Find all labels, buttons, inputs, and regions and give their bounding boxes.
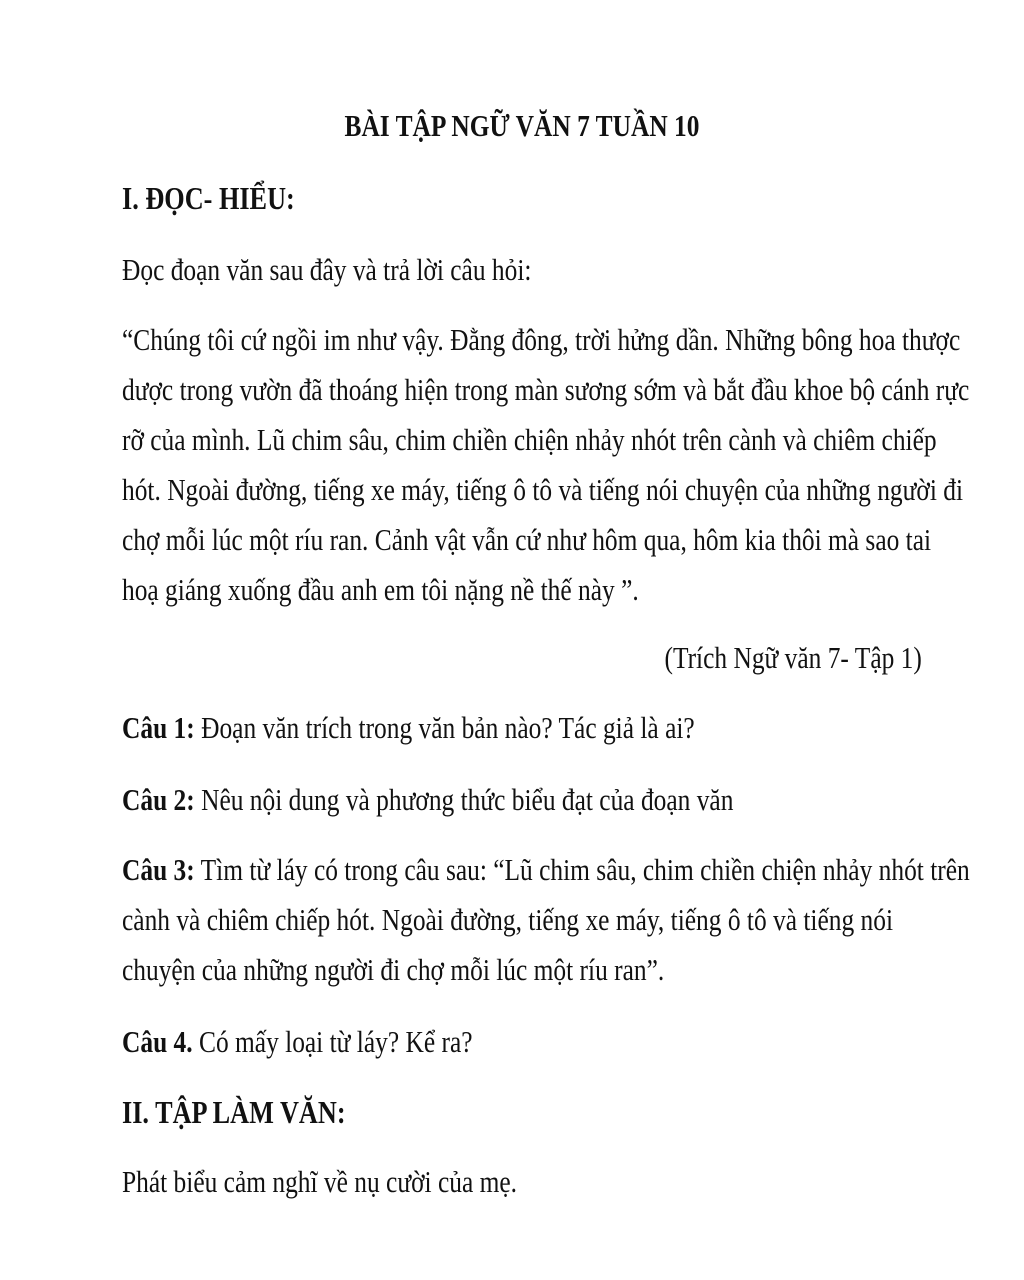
document-title: BÀI TẬP NGỮ VĂN 7 TUẦN 10 [344, 108, 700, 143]
passage-line: hót. Ngoài đường, tiếng xe máy, tiếng ô tô và tiếng nói chuyện của những người đi [122, 472, 964, 507]
question-label: Câu 4. [122, 1024, 193, 1059]
writing-prompt: Phát biểu cảm nghĩ về nụ cười của mẹ. [122, 1164, 517, 1199]
question-text: Có mấy loại từ láy? Kể ra? [192, 1024, 473, 1059]
passage-line: rỡ của mình. Lũ chim sâu, chim chiền chiện nhảy nhót trên cành và chiêm chiếp [122, 422, 937, 457]
question-4 [122, 1024, 473, 1060]
question-text: Nêu nội dung và phương thức biểu đạt của đoạn văn [194, 782, 734, 817]
question-label: Câu 2: [122, 782, 195, 817]
question-3-continuation: chuyện của những người đi chợ mỗi lúc một ríu ran”. [122, 952, 665, 987]
question-text: Đoạn văn trích trong văn bản nào? Tác giả là ai? [194, 710, 695, 745]
question-1 [122, 710, 695, 746]
question-label: Câu 1: [122, 710, 195, 745]
passage-source: (Trích Ngữ văn 7- Tập 1) [664, 640, 922, 675]
passage-line: dược trong vườn đã thoáng hiện trong màn sương sớm và bắt đầu khoe bộ cánh rực [122, 372, 970, 407]
question-text: Tìm từ láy có trong câu sau: “Lũ chim sâu, chim chiền chiện nhảy nhót trên [194, 852, 970, 887]
passage-line: “Chúng tôi cứ ngồi im như vậy. Đằng đông, trời hửng dần. Những bông hoa thược [122, 322, 961, 357]
question-2 [122, 782, 733, 818]
reading-instruction: Đọc đoạn văn sau đây và trả lời câu hỏi: [122, 252, 532, 287]
question-label: Câu 3: [122, 852, 195, 887]
section-heading-reading: I. ĐỌC- HIỂU: [122, 180, 295, 216]
passage-line: chợ mỗi lúc một ríu ran. Cảnh vật vẫn cứ như hôm qua, hôm kia thôi mà sao tai [122, 522, 932, 557]
passage-line: hoạ giáng xuống đầu anh em tôi nặng nề thế này ”. [122, 572, 639, 607]
question-3-continuation: cành và chiêm chiếp hót. Ngoài đường, tiếng xe máy, tiếng ô tô và tiếng nói [122, 902, 894, 937]
section-heading-writing: II. TẬP LÀM VĂN: [122, 1094, 346, 1130]
question-3 [122, 852, 970, 888]
